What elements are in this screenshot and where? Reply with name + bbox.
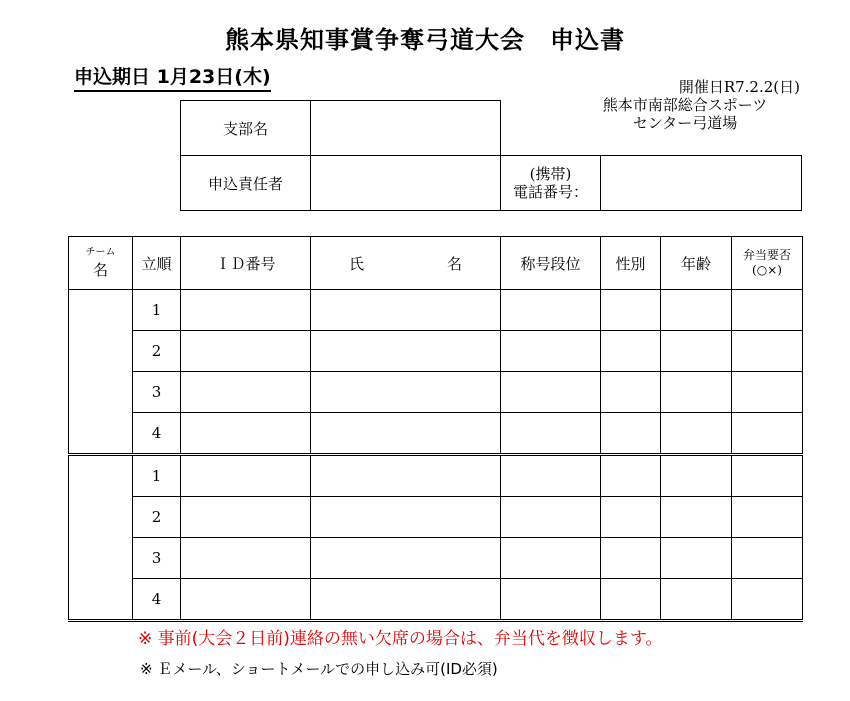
header-team-line1: チーム <box>85 246 116 258</box>
header-id: ＩＤ番号 <box>181 237 311 290</box>
team-name-cell[interactable] <box>69 290 133 455</box>
table-row <box>69 331 803 372</box>
gender-cell[interactable] <box>601 413 661 455</box>
rank-cell[interactable] <box>501 372 601 413</box>
name-cell[interactable] <box>311 331 501 372</box>
lunch-cell[interactable] <box>732 579 803 621</box>
table-row <box>69 290 803 331</box>
gender-cell[interactable] <box>601 497 661 538</box>
id-cell[interactable] <box>181 579 311 621</box>
name-cell[interactable] <box>311 372 501 413</box>
absence-warning: ※ 事前(大会２日前)連絡の無い欠席の場合は、弁当代を徴収します。 <box>138 629 663 649</box>
venue-place-line1: 熊本市南部総合スポーツ <box>602 96 768 114</box>
lunch-cell[interactable] <box>732 413 803 455</box>
table-row <box>69 579 803 621</box>
header-name <box>311 237 501 290</box>
id-cell[interactable] <box>181 372 311 413</box>
gender-cell[interactable] <box>601 290 661 331</box>
id-cell[interactable] <box>181 538 311 579</box>
lunch-cell[interactable] <box>732 290 803 331</box>
id-cell[interactable] <box>181 497 311 538</box>
entry-table <box>68 236 803 622</box>
rank-cell[interactable] <box>501 455 601 497</box>
rank-cell[interactable] <box>501 538 601 579</box>
branch-field[interactable] <box>310 100 501 156</box>
header-age: 年齢 <box>661 237 732 290</box>
order-cell: 3 <box>133 538 181 579</box>
phone-field[interactable] <box>600 155 802 211</box>
lunch-cell[interactable] <box>732 455 803 497</box>
header-name-given: 氏 <box>349 254 365 273</box>
table-row <box>69 372 803 413</box>
id-cell[interactable] <box>181 331 311 372</box>
gender-cell[interactable] <box>601 455 661 497</box>
branch-label: 支部名 <box>180 100 311 156</box>
lunch-cell[interactable] <box>732 372 803 413</box>
header-lunch <box>732 237 803 290</box>
order-cell: 2 <box>133 497 181 538</box>
gender-cell[interactable] <box>601 331 661 372</box>
age-cell[interactable] <box>661 290 732 331</box>
order-cell: 4 <box>133 579 181 621</box>
rank-cell[interactable] <box>501 579 601 621</box>
lunch-cell[interactable] <box>732 331 803 372</box>
responsible-field[interactable] <box>310 155 501 211</box>
gender-cell[interactable] <box>601 579 661 621</box>
email-note: ※ Ｅメール、ショートメールでの申し込み可(ID必須) <box>140 660 498 678</box>
header-rank: 称号段位 <box>501 237 601 290</box>
deadline: 申込期日 1月23日(木) <box>74 65 271 92</box>
rank-cell[interactable] <box>501 290 601 331</box>
rank-cell[interactable] <box>501 497 601 538</box>
table-row <box>69 538 803 579</box>
header-lunch-line2: (○×) <box>752 263 782 277</box>
venue-place-line2: センター弓道場 <box>632 114 738 132</box>
name-cell[interactable] <box>311 290 501 331</box>
age-cell[interactable] <box>661 497 732 538</box>
order-cell: 1 <box>133 455 181 497</box>
page-title: 熊本県知事賞争奪弓道大会 申込書 <box>225 26 625 54</box>
header-lunch-line1: 弁当要否 <box>742 248 791 262</box>
order-cell: 4 <box>133 413 181 455</box>
header-name-family: 名 <box>446 254 462 273</box>
event-date: 開催日R7.2.2(日) <box>678 78 800 96</box>
lunch-cell[interactable] <box>732 497 803 538</box>
age-cell[interactable] <box>661 331 732 372</box>
rank-cell[interactable] <box>501 413 601 455</box>
venue-info <box>560 78 800 132</box>
age-cell[interactable] <box>661 579 732 621</box>
team-name-cell[interactable] <box>69 455 133 621</box>
id-cell[interactable] <box>181 413 311 455</box>
order-cell: 1 <box>133 290 181 331</box>
name-cell[interactable] <box>311 455 501 497</box>
order-cell: 2 <box>133 331 181 372</box>
responsible-label: 申込責任者 <box>180 155 311 211</box>
lunch-cell[interactable] <box>732 538 803 579</box>
age-cell[interactable] <box>661 455 732 497</box>
age-cell[interactable] <box>661 538 732 579</box>
id-cell[interactable] <box>181 455 311 497</box>
rank-cell[interactable] <box>501 331 601 372</box>
header-team <box>69 237 133 290</box>
name-cell[interactable] <box>311 497 501 538</box>
header-team-line2: 名 <box>92 260 108 279</box>
gender-cell[interactable] <box>601 372 661 413</box>
gender-cell[interactable] <box>601 538 661 579</box>
name-cell[interactable] <box>311 538 501 579</box>
order-cell: 3 <box>133 372 181 413</box>
age-cell[interactable] <box>661 372 732 413</box>
name-cell[interactable] <box>311 579 501 621</box>
phone-label-line2: 電話番号： <box>512 183 588 201</box>
phone-label-line1: (携帯) <box>529 165 572 183</box>
table-row <box>69 413 803 455</box>
id-cell[interactable] <box>181 290 311 331</box>
name-cell[interactable] <box>311 413 501 455</box>
table-row <box>69 497 803 538</box>
header-gender: 性別 <box>601 237 661 290</box>
table-row <box>69 455 803 497</box>
header-order: 立順 <box>133 237 181 290</box>
age-cell[interactable] <box>661 413 732 455</box>
phone-label <box>500 155 601 211</box>
